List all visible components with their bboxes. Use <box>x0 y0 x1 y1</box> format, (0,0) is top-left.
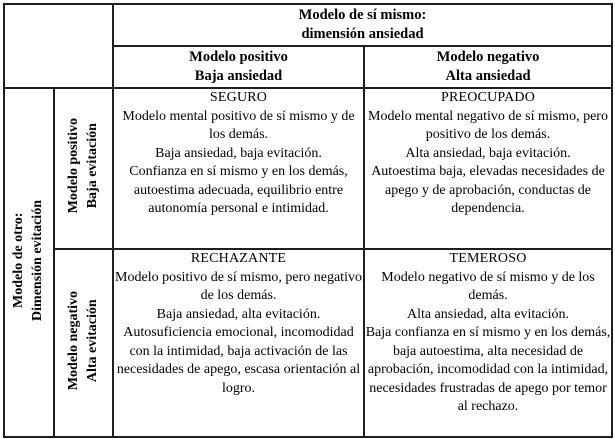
quadrant-temeroso-sentence: Baja confianza en sí mismo y en los demás, baja autoestima, alta necesidad de aprobación, incomodidad con la intimidad, necesidades frustradas de apego por temor al rechazo. <box>365 325 611 414</box>
quadrant-seguro-sentence: Modelo mental positivo de sí mismo y de los demás. <box>122 108 355 142</box>
quadrant-rechazante-sentence: Modelo positivo de sí mismo, pero negativo de los demás. <box>115 269 362 303</box>
header-self-model-line1: Modelo de sí mismo: <box>298 7 427 23</box>
quadrant-temeroso-title: TEMEROSO <box>449 251 527 266</box>
matrix-table <box>3 3 613 438</box>
header-other-model-line2: Dimensión evitación <box>30 199 45 321</box>
header-self-positive <box>113 46 364 88</box>
quadrant-rechazante-sentence: Baja ansiedad, alta evitación. <box>156 306 321 322</box>
header-other-negative <box>54 249 113 437</box>
header-self-negative-line2: Alta ansiedad <box>445 68 531 84</box>
header-self-negative-line1: Modelo negativo <box>436 49 540 65</box>
quadrant-preocupado-title: PREOCUPADO <box>440 90 536 105</box>
header-other-model-axis <box>4 88 54 437</box>
header-other-negative-text <box>65 291 103 390</box>
header-other-positive-text <box>65 118 103 213</box>
quadrant-temeroso-sentence: Modelo negativo de sí mismo y de los demás. <box>381 269 595 303</box>
quadrant-rechazante-sentence: Autosuficiencia emocional, incomodidad con la intimidad, baja activación de las necesidades de apego, escasa orientación al logro. <box>116 325 361 396</box>
empty-corner-cell <box>4 4 113 88</box>
quadrant-rechazante-title: RECHAZANTE <box>190 251 287 266</box>
quadrant-seguro-sentence: Baja ansiedad, baja evitación. <box>155 145 322 161</box>
header-self-model-line2: dimensión ansiedad <box>301 26 424 42</box>
quadrant-seguro <box>113 88 364 249</box>
quadrant-seguro-title: SEGURO <box>209 90 268 105</box>
quadrant-temeroso-sentence: Alta ansiedad, alta evitación. <box>406 306 570 322</box>
header-other-model-line1: Modelo de otro: <box>11 212 27 308</box>
header-self-model-axis <box>113 4 612 46</box>
header-other-model-axis-text <box>10 200 48 321</box>
quadrant-preocupado-sentence: Autoestima baja, elevadas necesidades de apego y de aprobación, conductas de dependencia. <box>371 164 605 216</box>
header-other-positive <box>54 88 113 249</box>
quadrant-rechazante <box>113 249 364 437</box>
header-self-positive-line1: Modelo positivo <box>189 49 288 65</box>
quadrant-seguro-sentence: Confianza en sí mismo y en los demás, autoestima adecuada, equilibrio entre autonomía personal e intimidad. <box>129 164 348 216</box>
quadrant-preocupado-sentence: Modelo mental negativo de sí mismo, pero positivo de los demás. <box>368 108 608 142</box>
header-other-positive-line2: Baja evitación <box>84 123 100 209</box>
quadrant-preocupado <box>364 88 612 249</box>
header-other-negative-line2: Alta evitación <box>84 299 100 382</box>
quadrant-temeroso <box>364 249 612 437</box>
quadrant-preocupado-sentence: Alta ansiedad, baja evitación. <box>405 145 571 161</box>
header-self-positive-line2: Baja ansiedad <box>194 68 283 84</box>
header-other-positive-line1: Modelo positivo <box>65 118 81 214</box>
header-self-negative <box>364 46 612 88</box>
header-other-negative-line1: Modelo negativo <box>65 290 81 391</box>
